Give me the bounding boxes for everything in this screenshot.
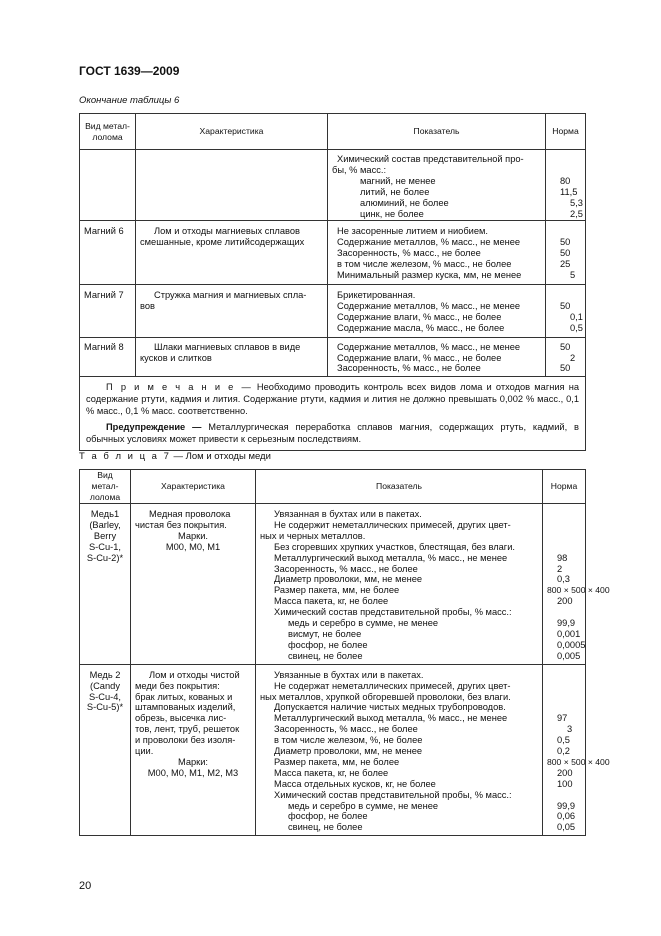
norm-cell [543,664,610,836]
norm-value: 50 [560,237,571,248]
indicator-line: свинец, не более [288,822,363,833]
indicator-line: Не содержит неметаллических примесей, других цвет- [274,519,511,530]
characteristic-line: и проволоки без изоля- [135,735,236,746]
characteristic-line: брак литых, кованых и [135,691,233,702]
indicator-line: магний, не менее [360,175,436,186]
characteristic-line: Стружка магния и магниевых спла- [154,289,307,300]
table6-caption: Окончание таблицы 6 [79,95,180,106]
header-grade: Вид метал- лолома [80,114,136,150]
norm-value: 0,05 [557,822,576,833]
characteristic-line: меди без покрытия: [135,680,220,691]
characteristic-cell [136,150,328,221]
indicator-line: Увязанная в бухтах или в пакетах. [274,509,422,519]
header-norm: Норма [543,470,586,504]
grade-line: (Barley, [89,519,121,530]
characteristic-cell [131,504,256,665]
grade-cell [80,664,131,836]
note-label: П р и м е ч а н и е — [106,382,253,393]
indicator-line: Размер пакета, мм, не более [274,585,400,596]
indicator-line: Содержание металлов, % масс., не менее [337,341,521,352]
table6-header-row [80,114,586,150]
indicator-line: свинец, не более [288,650,363,661]
norm-value: 0,5 [557,735,570,746]
norm-value [543,702,585,713]
grade-line: S-Cu-5)* [86,702,124,713]
indicator-cell [256,504,543,665]
grade-line: (Candy [90,680,120,691]
grade-label: Магний 7 [84,289,124,300]
indicator-line: Минимальный размер куска, мм, не менее [337,270,522,281]
indicator-line: Химический состав представительной пробы, % масс.: [274,607,512,618]
norm-value [543,531,585,542]
warning-paragraph [86,422,579,445]
header-characteristic: Характеристика [136,114,328,150]
indicator-line: Металлургический выход металла, % масс., не менее [274,552,508,563]
norm-value [546,226,585,237]
characteristic-cell [136,221,328,285]
norm-cell [546,150,586,221]
indicator-line: Засоренность, % масс., не более [274,563,418,574]
grade-label: Магний 6 [84,226,124,237]
header-norm: Норма [546,114,586,150]
indicator-line: Масса отдельных кусков, кг, не более [274,778,436,789]
norm-value: 3 [567,724,573,735]
indicator-line: Содержание масла, % масс., не более [337,322,505,333]
characteristic-line: Медная проволока [149,509,231,519]
table-row [80,150,586,221]
warning-label: Предупреждение — [106,422,202,433]
indicator-line: медь и серебро в сумме, не менее [288,800,439,811]
grade-line: S-Cu-2)* [86,552,124,563]
characteristic-line: Марки: [177,756,209,767]
indicator-line: Диаметр проволоки, мм, не менее [274,746,423,757]
norm-value: 2,5 [570,208,583,219]
table-row [80,664,586,836]
norm-value: 5 [570,270,576,281]
table7-caption-text: — Лом и отходы меди [170,451,271,462]
indicator-line: Засоренность, % масс., не более [274,724,418,735]
norm-value [543,670,585,681]
indicator-line: Не засоренные литием и ниобием. [337,226,489,237]
table-row [80,337,586,377]
norm-value: 0,1 [570,311,583,322]
norm-value: 50 [560,363,571,374]
norm-value: 100 [557,778,573,789]
indicator-line: Содержание влаги, % масс., не более [337,311,502,322]
norm-value: 0,001 [557,628,581,639]
characteristic-line: смешанные, кроме литийсодержащих [140,237,305,248]
grade-cell [80,337,136,377]
table7-caption [79,451,271,462]
characteristic-line: тов, лент, труб, решеток [135,724,240,735]
grade-cell [80,504,131,665]
norm-value: 2 [570,352,576,363]
norm-value: 50 [560,248,571,259]
norm-value: 0,3 [557,574,570,585]
characteristic-line: кусков и слитков [140,352,212,363]
indicator-line: Содержание металлов, % масс., не менее [337,300,521,311]
indicator-line: Содержание влаги, % масс., не более [337,352,502,363]
norm-value: 97 [557,713,568,724]
characteristic-line: штампованых изделий, [135,702,236,713]
norm-cell [546,284,586,337]
characteristic-cell [136,337,328,377]
note-cell [80,377,586,451]
norm-value [546,290,585,301]
characteristic-line: Шлаки магниевых сплавов в виде [154,341,301,352]
grade-line: S-Cu-4, [88,691,122,702]
indicator-line: Размер пакета, мм, не более [274,756,400,767]
table-row [80,221,586,285]
table-row [80,504,586,665]
norm-value: 98 [557,552,568,563]
indicator-cell [328,284,546,337]
indicator-line: Допускается наличие чистых медных трубопроводов. [274,702,506,713]
norm-value: 25 [560,259,571,270]
indicator-cell [256,664,543,836]
table6-note-row [80,377,586,451]
norm-value [543,520,585,531]
grade-line: Медь1 [90,509,120,519]
characteristic-line: вов [140,300,155,311]
grade-label: Магний 8 [84,341,124,352]
indicator-line: Увязанные в бухтах или в пакетах. [274,669,424,680]
table7-caption-label: Т а б л и ц а 7 [79,451,171,462]
norm-value: 5,3 [570,197,583,208]
norm-value [543,607,585,618]
norm-value [543,509,585,520]
characteristic-line: Марки. [177,530,209,541]
table-6 [79,113,586,451]
indicator-line: литий, не более [360,186,430,197]
indicator-line: ных и черных металлов. [260,530,366,541]
norm-value [543,542,585,553]
indicator-line: фосфор, не более [288,639,368,650]
indicator-line: в том числе железом, %, не более [274,735,423,746]
indicator-cell [328,150,546,221]
indicator-line: ных металлов, хрупкой обгоревшей проволоки, без влаги. [260,691,511,702]
norm-value: 50 [560,300,571,311]
norm-value: 0,06 [557,811,576,822]
grade-line: Медь 2 [89,669,121,680]
indicator-cell [328,221,546,285]
norm-value: 0,005 [557,650,581,661]
indicator-line: висмут, не более [288,628,362,639]
norm-value: 99,9 [557,618,576,629]
characteristic-line: М00, М0, М1, М2, М3 [147,767,239,778]
indicator-line: Химический состав представительной пробы, % масс.: [274,789,512,800]
indicator-line: Металлургический выход металла, % масс., не менее [274,713,508,724]
indicator-line: фосфор, не более [288,811,368,822]
note-paragraph [86,382,579,417]
indicator-line: Содержание металлов, % масс., не менее [337,237,521,248]
norm-value: 0,0005 [557,639,586,650]
norm-cell [546,337,586,377]
indicator-line: Засоренность, % масс., не более [337,248,481,259]
indicator-line: Масса пакета, кг, не более [274,767,389,778]
grade-cell [80,221,136,285]
characteristic-line: ции. [135,746,154,757]
grade-cell [80,150,136,221]
indicator-line: цинк, не более [360,208,424,219]
norm-cell [543,504,610,665]
norm-value [543,790,585,801]
norm-value: 0,2 [557,746,570,757]
norm-value [546,154,585,165]
indicator-line: бы, % масс.: [332,164,387,175]
norm-cell [546,221,586,285]
characteristic-line: М00, М0, М1 [165,541,221,552]
table7-header-row [80,470,586,504]
indicator-line: в том числе железом, % масс., не более [337,259,512,270]
norm-value: 200 [557,767,573,778]
norm-value: 2 [557,563,563,574]
indicator-line: Без сгоревших хрупких участков, блестящая, без влаги. [274,541,515,552]
page-number: 20 [79,880,92,892]
indicator-line: Диаметр проволоки, мм, не менее [274,574,423,585]
indicator-line: Засоренность, % масс., не более [337,363,481,374]
norm-value: 99,9 [557,800,576,811]
table-row [80,284,586,337]
norm-value [543,692,585,703]
norm-value [546,165,585,176]
characteristic-line: чистая без покрытия. [135,519,227,530]
indicator-line: Брикетированная. [337,289,416,300]
grade-line: S-Cu-1, [88,541,122,552]
norm-value: 80 [560,175,571,186]
indicator-line: Масса пакета, кг, не более [274,596,389,607]
document-title: ГОСТ 1639—2009 [79,64,180,78]
characteristic-cell [136,284,328,337]
warning-text: Металлургическая переработка сплавов магния, содержащих ртуть, кадмий, в обычных условиях может привести к серьезным последствиям. [86,422,579,444]
indicator-line: алюминий, не более [360,197,449,208]
characteristic-cell [131,664,256,836]
norm-value: 800 × 500 × 400 [547,756,610,767]
indicator-line: Не содержат неметаллических примесей, других цвет- [274,680,511,691]
indicator-cell [328,337,546,377]
indicator-line: медь и серебро в сумме, не менее [288,618,439,629]
norm-value: 11,5 [560,186,578,197]
norm-value: 0,5 [570,322,583,333]
header-indicator: Показатель [328,114,546,150]
indicator-line: Химический состав представительной про- [337,154,524,164]
norm-value: 800 × 500 × 400 [547,585,610,596]
table-7 [79,469,610,836]
norm-value: 200 [557,596,573,607]
header-characteristic: Характеристика [131,470,256,504]
header-indicator: Показатель [256,470,543,504]
note-text: Необходимо проводить контроль всех видов лома и отходов магния на содержание ртути, кадмия и лития. Содержание ртути, кадмия и лития не должно превышать 0,002 % масс., 0,1 % масс., 0,1 % масс. соответственно. [86,382,580,416]
grade-line: Berry [93,530,117,541]
characteristic-line: обрезь, высечка лис- [135,713,227,724]
header-grade: Вид метал- лолома [80,470,131,504]
norm-value: 50 [560,341,571,352]
characteristic-line: Лом и отходы чистой [149,669,240,680]
grade-cell [80,284,136,337]
norm-value [543,681,585,692]
characteristic-line: Лом и отходы магниевых сплавов [154,226,300,237]
